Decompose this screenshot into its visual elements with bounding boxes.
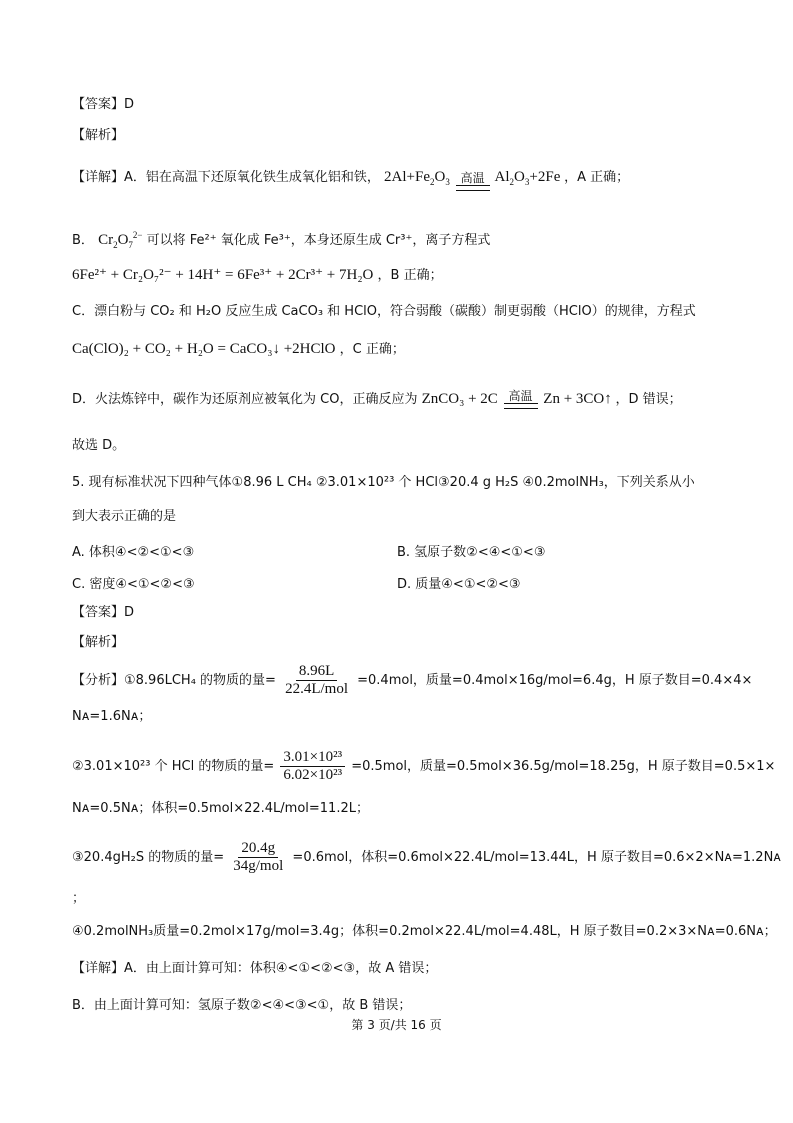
- conclusion: 故选 D。: [72, 438, 126, 453]
- fraction-3: [230, 840, 286, 875]
- eq-d-left: ZnCO₃ + 2C: [421, 391, 498, 407]
- calc-1-pre: 【分析】①8.96LCH₄ 的物质的量=: [72, 673, 276, 688]
- dichromate-formula: $Cr_2O_7^{2-}$: [98, 230, 143, 250]
- detail-5a: 【详解】A．由上面计算可知：体积④<①<②<③，故 A 错误；: [72, 961, 438, 976]
- detail-c-line: C．漂白粉与 CO₂ 和 H₂O 反应生成 CaCO₃ 和 HClO，符合弱酸（碳酸）制更弱酸（HClO）的规律，方程式: [72, 304, 696, 319]
- equation-b: 6Fe²⁺ + Cr₂O₇²⁻ + 14H⁺ = 6Fe³⁺ + 2Cr³⁺ + 7H₂O: [72, 267, 374, 283]
- equation-c: Ca(ClO)₂ + CO₂ + H₂O = CaCO₃↓ +2HClO: [72, 341, 336, 357]
- eq-a-mid: O: [434, 169, 446, 185]
- question-5-stem-cont: 到大表示正确的是: [72, 509, 177, 524]
- calc-1-post: =0.4mol，质量=0.4mol×16g/mol=6.4g，H 原子数目=0.4×4×: [357, 673, 753, 688]
- analysis-tag-5: 【解析】: [72, 635, 125, 650]
- detail-a-tail: ，A 正确；: [564, 170, 630, 185]
- equation-a: $2Al+Fe_2O_3$ 高温 $Al_2O_3+2Fe$: [384, 169, 564, 185]
- fraction-3-num: 20.4g: [238, 840, 278, 858]
- calc-3-pre: ③20.4gH₂S 的物质的量=: [72, 850, 225, 865]
- calc-3: [72, 840, 781, 875]
- answer-tag-5: 【答案】D: [72, 605, 135, 620]
- calc-3-cont: ；: [72, 891, 86, 906]
- answer-tag: 【答案】D: [72, 97, 135, 112]
- equation-d: [422, 391, 616, 407]
- equals-bar-d: [504, 403, 538, 409]
- eq-a-right: Al: [494, 169, 510, 185]
- calc-1: [72, 663, 752, 698]
- calc-2-post: =0.5mol，质量=0.5mol×36.5g/mol=18.25g，H 原子数目=0.5×1×: [351, 759, 776, 774]
- question-5-stem: 5. 现有标准状况下四种气体①8.96 L CH₄ ②3.01×10²³ 个 HCl③20.4 g H₂S ④0.2molNH₃，下列关系从小: [72, 475, 695, 490]
- option-a: A. 体积④<②<①<③: [72, 545, 195, 560]
- condition-high-temp: [456, 172, 490, 191]
- detail-d-line: [72, 390, 682, 409]
- detail-5b: B．由上面计算可知：氢原子数②<④<③<①，故 B 错误；: [72, 998, 412, 1013]
- eq-d-right: Zn + 3CO↑: [543, 391, 612, 407]
- equals-bar: [456, 185, 490, 191]
- eq-a-right3: +2Fe: [529, 169, 561, 185]
- fraction-3-den: 34g/mol: [233, 858, 284, 874]
- detail-d-tail: ，D 错误；: [615, 392, 682, 407]
- option-c: C. 密度④<①<②<③: [72, 577, 195, 592]
- detail-d-intro: D．火法炼锌中，碳作为还原剂应被氧化为 CO，正确反应为: [72, 392, 418, 407]
- condition-high-temp-d: [504, 390, 538, 409]
- fraction-1-den: 22.4L/mol: [285, 681, 348, 697]
- eq-a-right2: O: [514, 169, 525, 185]
- eq-a-left: 2Al+Fe: [384, 169, 431, 185]
- calc-2: [72, 749, 775, 784]
- fraction-1-num: 8.96L: [296, 663, 337, 681]
- equation-b-line: [72, 266, 443, 285]
- option-d: D. 质量④<①<②<③: [397, 577, 521, 592]
- fraction-2-den: 6.02×10²³: [283, 767, 343, 783]
- equation-c-line: [72, 340, 405, 359]
- calc-4: ④0.2molNH₃质量=0.2mol×17g/mol=3.4g；体积=0.2mol×22.4L/mol=4.48L，H 原子数目=0.2×3×Nᴀ=0.6Nᴀ；: [72, 924, 777, 939]
- detail-b-prefix: B．: [72, 233, 94, 248]
- condition-label: 高温: [460, 171, 485, 185]
- fraction-2: [280, 749, 345, 784]
- fraction-2-num: 3.01×10²³: [280, 749, 345, 767]
- calc-3-post: =0.6mol，体积=0.6mol×22.4L/mol=13.44L，H 原子数目=0.6×2×Nᴀ=1.2Nᴀ: [292, 850, 781, 865]
- option-b: B. 氢原子数②<④<①<③: [397, 545, 546, 560]
- detail-a-line: [72, 168, 629, 191]
- equation-c-tail: ，C 正确；: [339, 342, 405, 357]
- fraction-1: [282, 663, 351, 698]
- calc-2-pre: ②3.01×10²³ 个 HCl 的物质的量=: [72, 759, 275, 774]
- condition-label-d: 高温: [508, 389, 533, 403]
- calc-2-cont: Nᴀ=0.5Nᴀ；体积=0.5mol×22.4L/mol=11.2L；: [72, 801, 369, 816]
- page-footer: 第 3 页/共 16 页: [351, 1018, 442, 1032]
- equation-b-tail: ，B 正确；: [377, 268, 443, 283]
- analysis-tag: 【解析】: [72, 128, 125, 143]
- detail-a-intro: 【详解】A．铝在高温下还原氧化铁生成氧化铝和铁，: [72, 170, 380, 185]
- detail-b-line: [72, 226, 490, 254]
- detail-b-text: 可以将 Fe²⁺ 氧化成 Fe³⁺，本身还原生成 Cr³⁺，离子方程式: [146, 233, 491, 248]
- calc-1-cont: Nᴀ=1.6Nᴀ；: [72, 709, 152, 724]
